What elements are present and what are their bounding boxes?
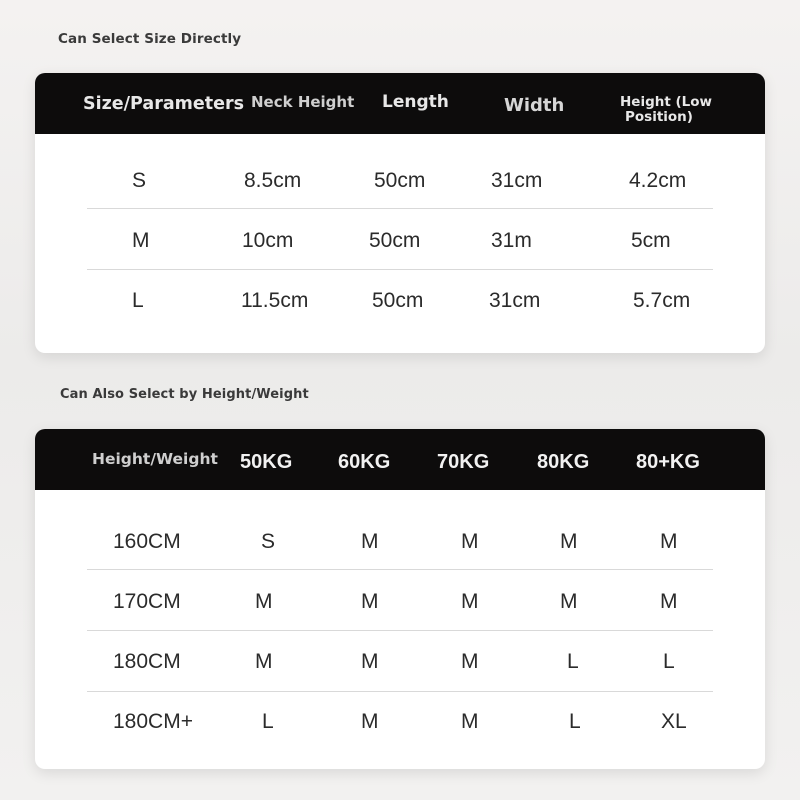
cell-80kg: M	[560, 530, 578, 553]
header-neck-height: Neck Height	[251, 93, 355, 111]
cell-50kg: M	[255, 590, 273, 613]
size-parameters-table	[35, 73, 765, 353]
cell-80plus-kg: M	[660, 530, 678, 553]
header-size-parameters: Size/Parameters	[83, 94, 245, 114]
cell-70kg: M	[461, 530, 479, 553]
cell-70kg: M	[461, 650, 479, 673]
header-width: Width	[504, 95, 565, 116]
section-label-size-directly: Can Select Size Directly	[58, 31, 242, 47]
cell-80plus-kg: L	[663, 650, 675, 673]
cell-80plus-kg: M	[660, 590, 678, 613]
cell-70kg: M	[461, 710, 479, 733]
cell-height: 170CM	[113, 590, 181, 613]
cell-size: S	[132, 169, 147, 192]
cell-neck-height: 8.5cm	[244, 169, 302, 192]
cell-50kg: S	[261, 530, 276, 553]
section-label-height-weight: Can Also Select by Height/Weight	[60, 387, 309, 402]
cell-neck-height: 11.5cm	[241, 289, 309, 312]
header-80kg: 80KG	[537, 451, 590, 473]
header-60kg: 60KG	[338, 451, 391, 473]
row-divider	[87, 269, 713, 270]
cell-height: 5cm	[631, 229, 671, 252]
table-header	[35, 429, 765, 490]
row-divider	[87, 569, 713, 570]
row-divider	[87, 691, 713, 692]
header-height-low: Height (Low	[620, 94, 713, 110]
cell-80plus-kg: XL	[661, 710, 687, 733]
cell-height: 4.2cm	[629, 169, 687, 192]
cell-80kg: M	[560, 590, 578, 613]
header-height-position: Position)	[625, 109, 693, 125]
cell-width: 31m	[491, 229, 532, 252]
cell-60kg: M	[361, 710, 379, 733]
header-length: Length	[382, 92, 449, 112]
cell-height: 180CM+	[113, 710, 193, 733]
header-80plus-kg: 80+KG	[636, 451, 700, 473]
cell-length: 50cm	[374, 169, 426, 192]
cell-60kg: M	[361, 590, 379, 613]
cell-height: 5.7cm	[633, 289, 691, 312]
cell-height: 180CM	[113, 650, 181, 673]
row-divider	[87, 208, 713, 209]
cell-height: 160CM	[113, 530, 181, 553]
cell-length: 50cm	[372, 289, 424, 312]
cell-neck-height: 10cm	[242, 229, 294, 252]
cell-size: M	[132, 229, 150, 252]
cell-width: 31cm	[489, 289, 541, 312]
row-divider	[87, 630, 713, 631]
cell-80kg: L	[567, 650, 579, 673]
cell-60kg: M	[361, 650, 379, 673]
header-50kg: 50KG	[240, 451, 293, 473]
height-weight-table	[35, 429, 765, 769]
cell-60kg: M	[361, 530, 379, 553]
cell-size: L	[132, 289, 144, 312]
cell-width: 31cm	[491, 169, 543, 192]
cell-50kg: M	[255, 650, 273, 673]
cell-70kg: M	[461, 590, 479, 613]
cell-length: 50cm	[369, 229, 421, 252]
table-header	[35, 73, 765, 134]
cell-80kg: L	[569, 710, 581, 733]
cell-50kg: L	[262, 710, 274, 733]
header-height-weight: Height/Weight	[92, 450, 218, 468]
header-70kg: 70KG	[437, 451, 490, 473]
